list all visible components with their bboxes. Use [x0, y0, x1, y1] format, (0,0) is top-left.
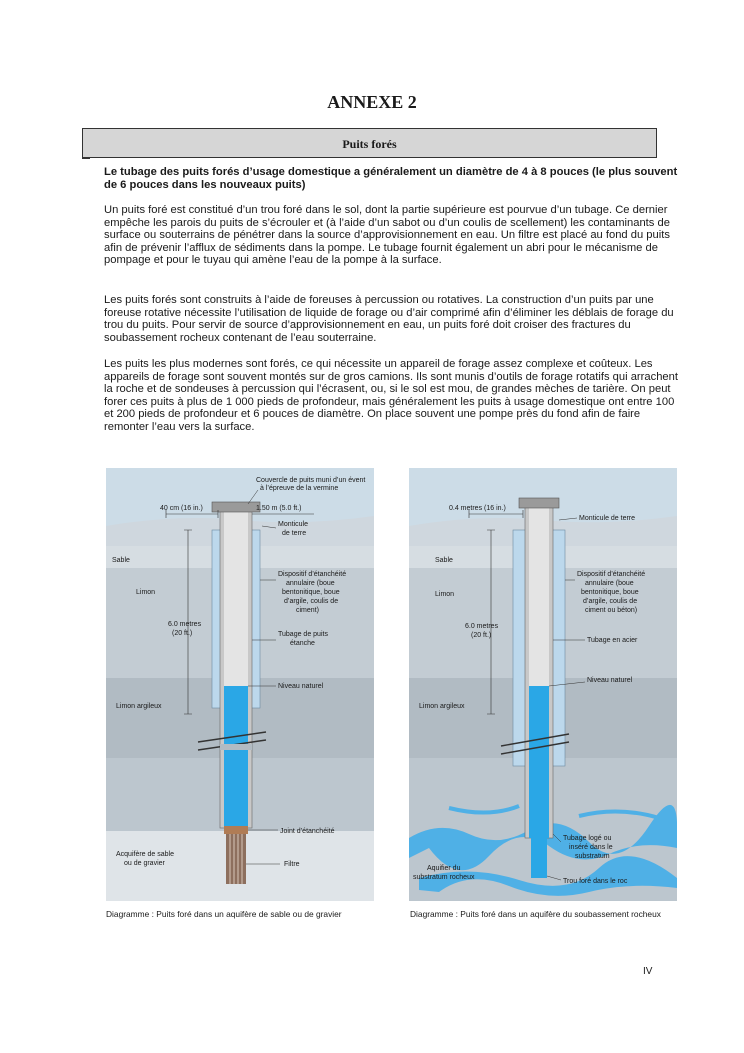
label-dim-40cm: 40 cm (16 in.)	[160, 505, 203, 512]
figure-bedrock-well	[409, 468, 677, 901]
figure-sand-gravel-well	[106, 468, 374, 901]
label-water-level: Niveau naturel	[278, 683, 324, 690]
label-depth-2: (20 ft.)	[172, 630, 193, 637]
label-seal-4: d’argile, coulis de	[284, 598, 339, 605]
label-cover-1: Couvercle de puits muni d’un évent	[256, 477, 366, 484]
label-dim-150m: 1.50 m (5.0 ft.)	[256, 505, 302, 512]
joint-seal	[224, 826, 248, 834]
filter-screen	[226, 834, 246, 884]
label-seal-5: ciment)	[296, 607, 319, 614]
label-seal-2: annulaire (boue	[585, 580, 634, 587]
label-limon: Limon	[435, 591, 455, 598]
label-dim-04m: 0.4 metres (16 in.)	[449, 505, 506, 512]
well-cap	[519, 498, 559, 508]
label-clay-silt: Limon argileux	[116, 703, 162, 710]
label-seal-4: d’argile, coulis de	[583, 598, 638, 605]
well-diagram-bedrock	[409, 468, 677, 901]
caption-figure-b: Diagramme : Puits foré dans un aquifère du soubassement rocheux	[410, 909, 661, 919]
label-seal-3: bentonitique, boue	[282, 589, 340, 596]
label-limon: Limon	[136, 589, 156, 596]
label-seal-1: Dispositif d’étanchéité	[577, 571, 646, 578]
caption-figure-a: Diagramme : Puits foré dans un aquifère de sable ou de gravier	[106, 909, 342, 919]
label-seal-3: bentonitique, boue	[581, 589, 639, 596]
section-heading: Puits forés	[342, 137, 397, 151]
label-aquifer-2: ou de gravier	[124, 860, 165, 867]
water-column	[224, 686, 248, 828]
annex-title: ANNEXE 2	[327, 92, 417, 112]
label-mound: Monticule de terre	[579, 515, 636, 522]
lead-paragraph: Le tubage des puits forés d’usage domestique a généralement un diamètre de 4 à 8 pouces (le plus souvent de 6 pouces dans les nouveaux puits)	[104, 166, 678, 191]
water-column	[529, 686, 549, 838]
well-diagram-sand	[106, 468, 374, 901]
label-casing-1: Tubage de puits	[278, 631, 328, 638]
label-mound-1: Monticule	[278, 521, 308, 528]
paragraph-3: Les puits les plus modernes sont forés, ce qui nécessite un appareil de forage assez complexe et coûteux. Les appareils de forage sont souvent montés sur de gros camions. Ils sont munis d’outils de forage rotatifs qui arrachent la roche et de sondeuses à percussion qui l’écrasent, ou, si le sol est mou, de grandes mèches de tarière. On peut forer ces puits à plus de 1 000 pieds de profondeur, mais généralement les puits à usage domestique ont entre 100 et 200 pieds de profondeur et 6 pouces de diamètre. On place souvent une pompe près du fond afin de faire remonter l’eau vers la surface.	[104, 358, 678, 433]
label-depth-2: (20 ft.)	[471, 632, 492, 639]
paragraph-2: Les puits forés sont construits à l’aide de foreuses à percussion ou rotatives. La construction d’un puits par une foreuse rotative nécessite l’utilisation de liquide de forage ou d’air comprimé afin d’éliminer les déblais de forage du trou du puits. Pour servir de source d’approvisionnement en eau, un puits foré doit croiser des fractures du soubassement rocheux contenant de l’eau souterraine.	[104, 294, 674, 344]
heading-box-tick	[82, 158, 90, 159]
label-casing-rock-2: inséré dans le	[569, 844, 613, 851]
label-seal-1: Dispositif d’étanchéité	[278, 571, 347, 578]
section-heading-box	[82, 128, 657, 158]
label-filter: Filtre	[284, 861, 300, 868]
label-water-level: Niveau naturel	[587, 677, 633, 684]
label-seal-5: ciment ou béton)	[585, 607, 638, 614]
label-depth-1: 6.0 metres	[168, 621, 202, 628]
page-number: IV	[643, 966, 653, 977]
paragraph-1: Un puits foré est constitué d’un trou foré dans le sol, dont la partie supérieure est pourvue d’un tubage. Ce dernier empêche les parois du puits de s’écrouler et (à l’aide d’un sabot ou d’un coulis de scellement) les contaminants de surface ou souterrains de pénétrer dans la source d’approvisionnement en eau. Un filtre est placé au fond du puits afin de prévenir l’afflux de sédiments dans la pompe. Le tubage fournit également un abri pour le mécanisme de pompage et pour le tuyau qui amène l’eau de la pompe à la surface.	[104, 204, 670, 267]
label-aquifer-2: substratum rocheux	[413, 874, 475, 881]
open-rock-hole	[531, 838, 547, 878]
label-aquifer-1: Aquifier du	[427, 865, 461, 872]
label-casing-rock-3: substratum	[575, 853, 610, 860]
label-clay-silt: Limon argileux	[419, 703, 465, 710]
label-depth-1: 6.0 metres	[465, 623, 499, 630]
label-hole: Trou foré dans le roc	[563, 878, 628, 885]
well-cover	[212, 502, 260, 512]
label-casing: Tubage en acier	[587, 637, 638, 644]
label-casing-2: étanche	[290, 640, 315, 647]
label-aquifer-1: Acquifère de sable	[116, 851, 174, 858]
label-cover-2: à l’épreuve de la vermine	[260, 485, 339, 492]
label-seal-2: annulaire (boue	[286, 580, 335, 587]
label-mound-2: de terre	[282, 530, 307, 537]
break-gap	[220, 744, 252, 750]
label-casing-rock-1: Tubage logé ou	[563, 835, 612, 842]
label-sable: Sable	[112, 557, 130, 564]
label-sable: Sable	[435, 557, 453, 564]
label-joint: Joint d’étanchéité	[280, 828, 335, 835]
